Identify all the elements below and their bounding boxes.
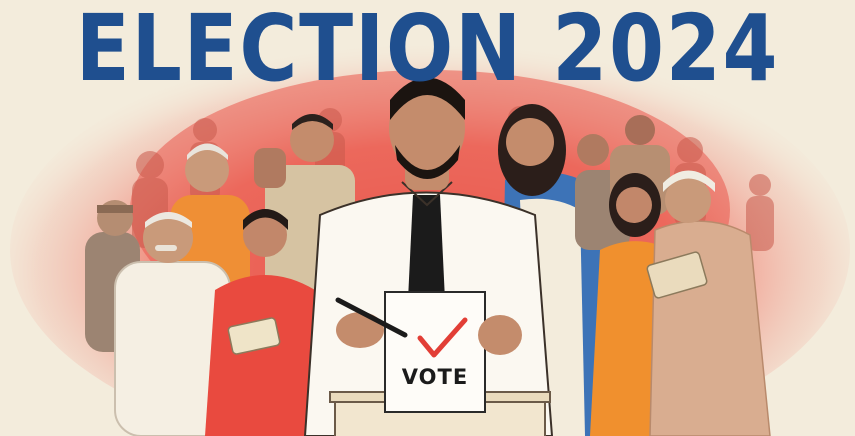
ballot-paper [385,292,485,412]
ballot-vote-label: VOTE [401,365,469,389]
election-headline: ELECTION 2024 [75,0,780,102]
